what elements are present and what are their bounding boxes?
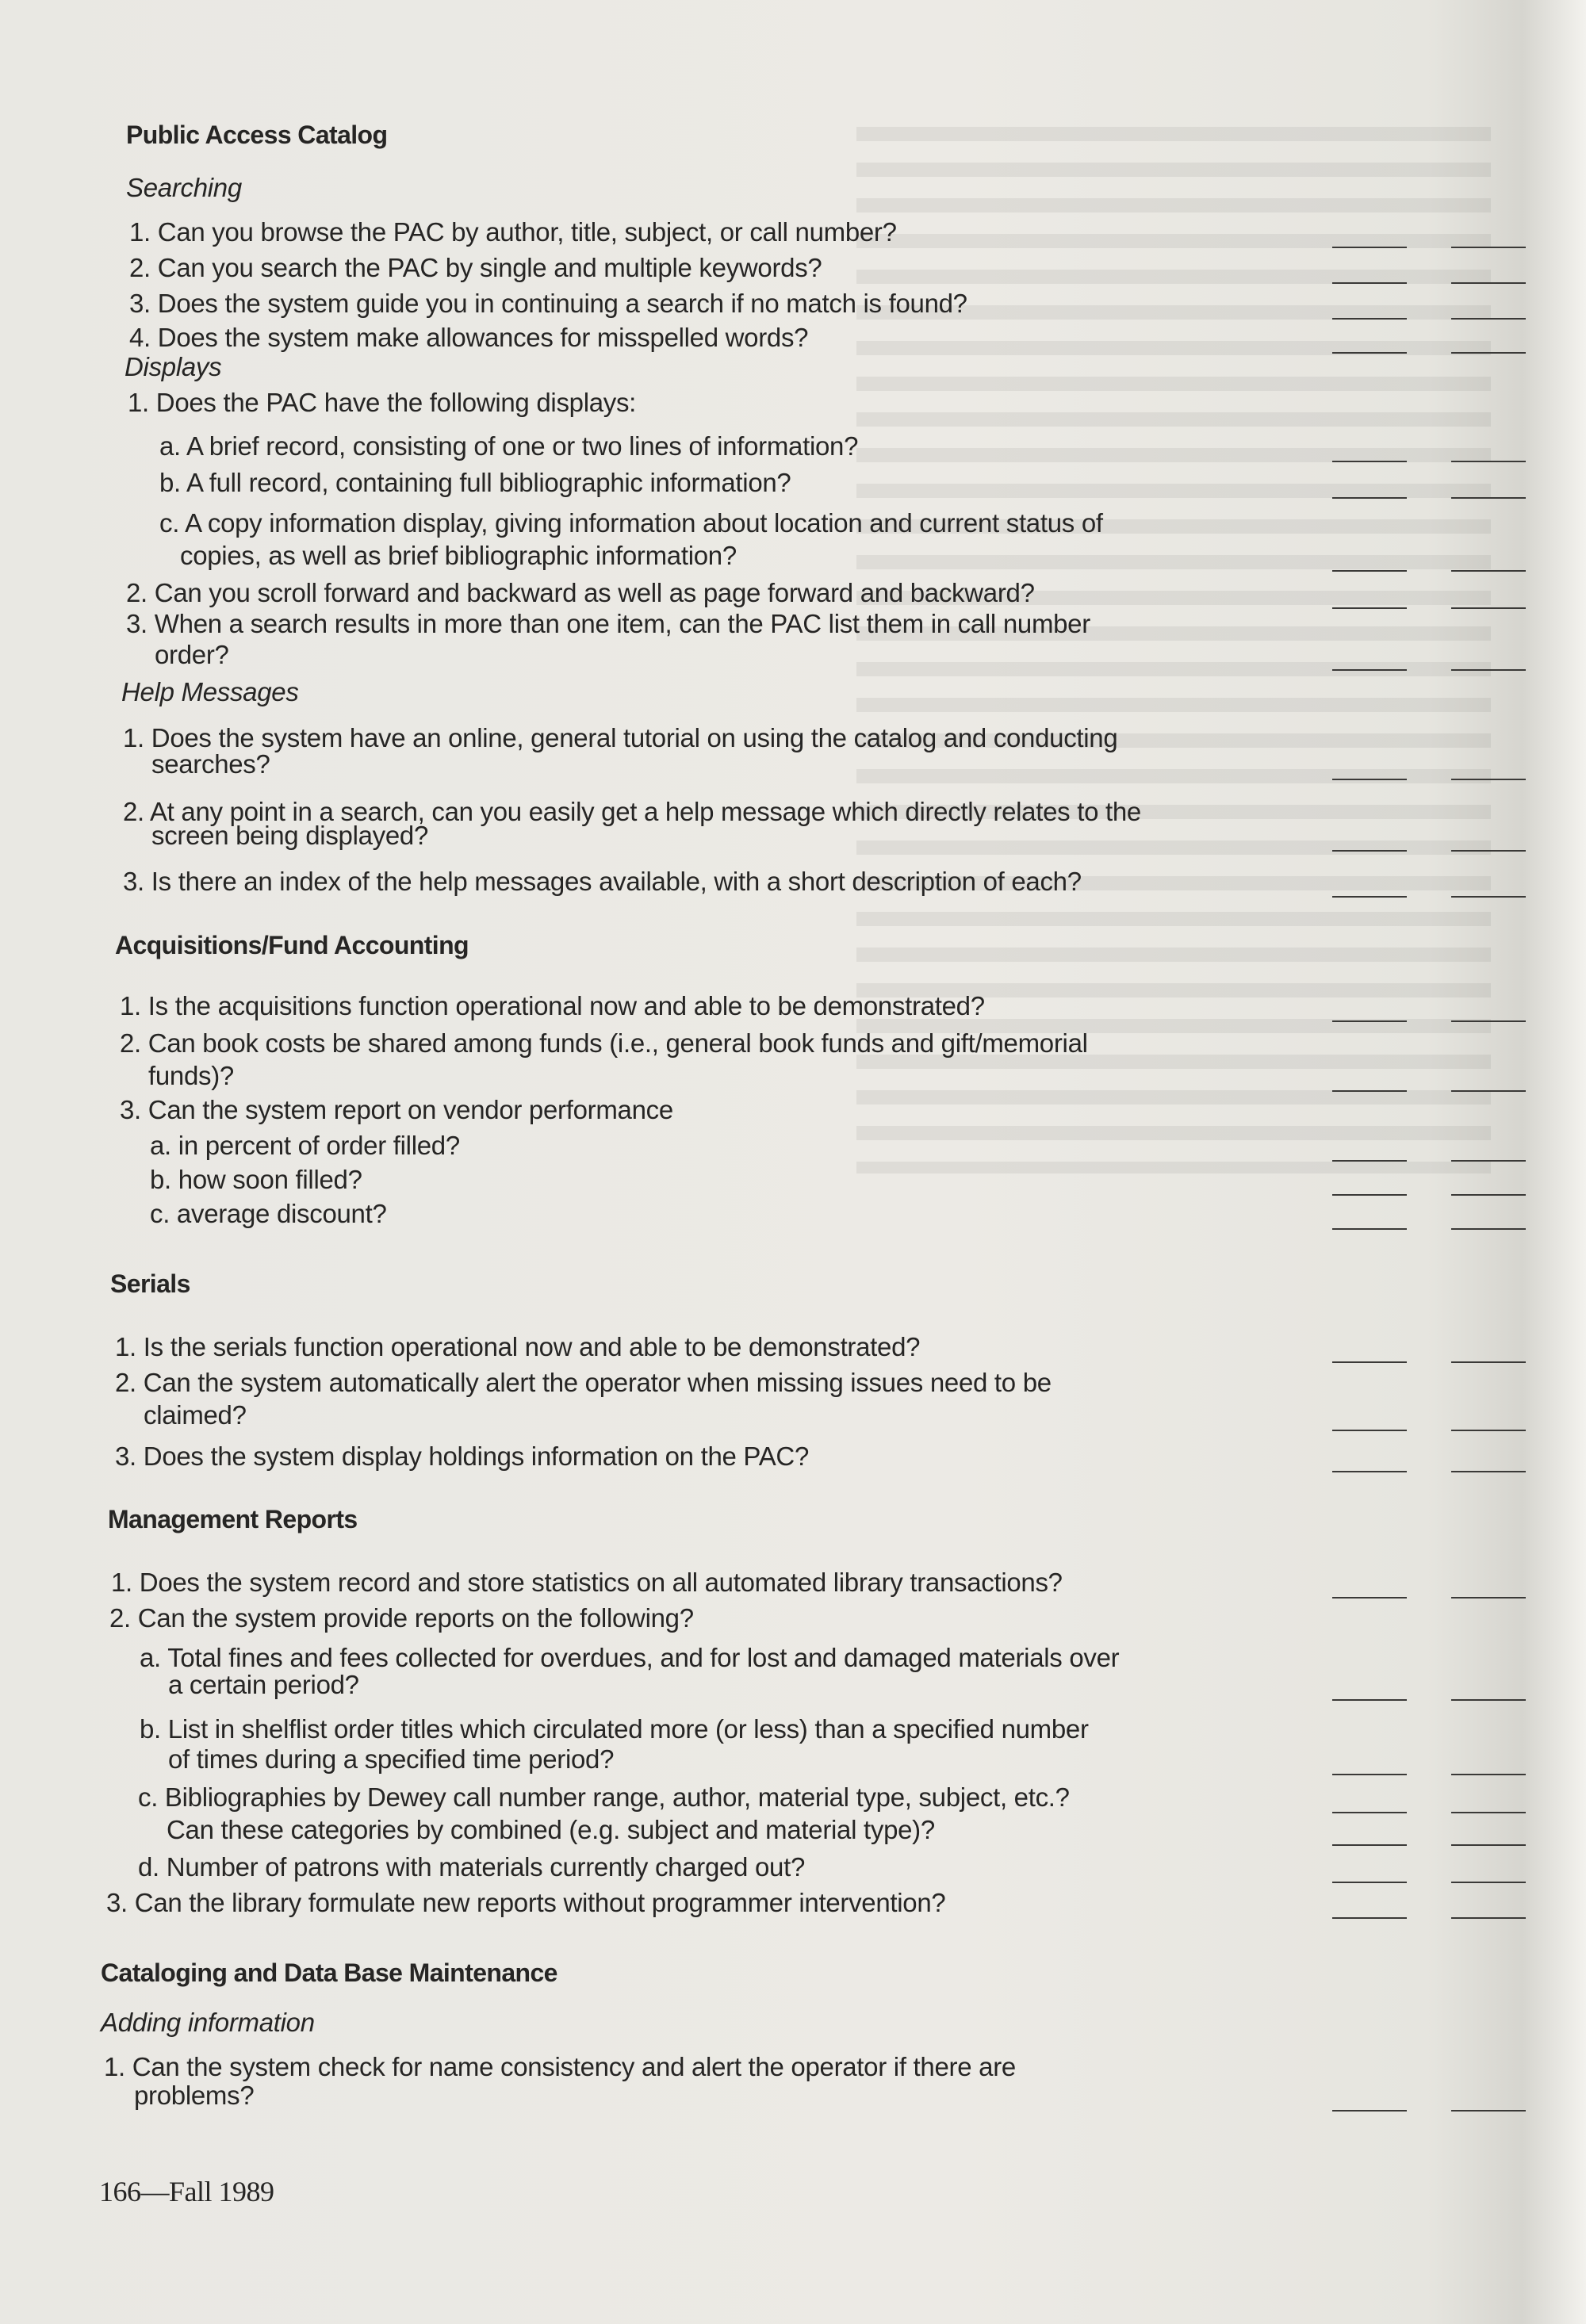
answer-blank-no[interactable] xyxy=(1451,1471,1526,1472)
question: 1. Does the system record and store statistics on all automated library transactions? xyxy=(111,1568,1063,1597)
answer-blank-no[interactable] xyxy=(1451,1812,1526,1813)
answer-blank-no[interactable] xyxy=(1451,779,1526,780)
answer-blank-yes[interactable] xyxy=(1332,1844,1407,1846)
question: 3. When a search results in more than one item, can the PAC list them in call number xyxy=(126,609,1090,638)
subsection-label: Help Messages xyxy=(121,677,299,706)
question-continued: problems? xyxy=(134,2081,255,2110)
question-continued: claimed? xyxy=(144,1400,247,1430)
answer-blank-yes[interactable] xyxy=(1332,896,1407,898)
subsection-label: Adding information xyxy=(101,2008,315,2037)
section-heading: Cataloging and Data Base Maintenance xyxy=(101,1958,557,1987)
answer-blank-yes[interactable] xyxy=(1332,461,1407,462)
answer-blank-yes[interactable] xyxy=(1332,1228,1407,1230)
question-continued: funds)? xyxy=(148,1061,234,1090)
answer-blank-no[interactable] xyxy=(1451,850,1526,852)
answer-blank-no[interactable] xyxy=(1451,247,1526,248)
question: 1. Can you browse the PAC by author, title, subject, or call number? xyxy=(129,217,897,247)
section-heading: Acquisitions/Fund Accounting xyxy=(115,931,469,959)
answer-blank-yes[interactable] xyxy=(1332,779,1407,780)
section-heading: Management Reports xyxy=(108,1505,358,1533)
answer-blank-yes[interactable] xyxy=(1332,1361,1407,1363)
question: 2. Can you scroll forward and backward as well as page forward and backward? xyxy=(126,578,1035,607)
answer-blank-no[interactable] xyxy=(1451,896,1526,898)
question: c. A copy information display, giving information about location and current status of xyxy=(159,508,1103,538)
question-continued: searches? xyxy=(151,749,270,779)
question-continued: copies, as well as brief bibliographic information? xyxy=(180,541,737,570)
question-continued: order? xyxy=(155,640,229,669)
answer-blank-no[interactable] xyxy=(1451,1597,1526,1598)
answer-blank-no[interactable] xyxy=(1451,1882,1526,1883)
answer-blank-yes[interactable] xyxy=(1332,570,1407,572)
answer-blank-no[interactable] xyxy=(1451,318,1526,320)
answer-blank-no[interactable] xyxy=(1451,669,1526,671)
question: c. average discount? xyxy=(150,1199,387,1228)
question: 1. Does the PAC have the following displays: xyxy=(128,388,637,417)
answer-blank-no[interactable] xyxy=(1451,497,1526,499)
answer-blank-no[interactable] xyxy=(1451,1090,1526,1092)
answer-blank-no[interactable] xyxy=(1451,1774,1526,1775)
answer-blank-no[interactable] xyxy=(1451,1917,1526,1919)
question: 2. Can you search the PAC by single and multiple keywords? xyxy=(129,253,822,282)
answer-blank-yes[interactable] xyxy=(1332,2110,1407,2112)
question-continued: Can these categories by combined (e.g. subject and material type)? xyxy=(167,1815,935,1844)
answer-blank-no[interactable] xyxy=(1451,1020,1526,1022)
question: a. in percent of order filled? xyxy=(150,1131,460,1160)
question: 2. At any point in a search, can you easily get a help message which directly relates to the xyxy=(123,797,1141,826)
answer-blank-yes[interactable] xyxy=(1332,607,1407,609)
answer-blank-no[interactable] xyxy=(1451,1160,1526,1162)
answer-blank-yes[interactable] xyxy=(1332,1699,1407,1701)
answer-blank-yes[interactable] xyxy=(1332,1882,1407,1883)
answer-blank-no[interactable] xyxy=(1451,607,1526,609)
answer-blank-yes[interactable] xyxy=(1332,497,1407,499)
question: a. A brief record, consisting of one or two lines of information? xyxy=(159,431,859,461)
answer-blank-no[interactable] xyxy=(1451,570,1526,572)
question: a. Total fines and fees collected for overdues, and for lost and damaged materials over xyxy=(140,1643,1120,1672)
answer-blank-no[interactable] xyxy=(1451,352,1526,354)
answer-blank-yes[interactable] xyxy=(1332,1430,1407,1431)
answer-blank-yes[interactable] xyxy=(1332,318,1407,320)
answer-blank-no[interactable] xyxy=(1451,2110,1526,2112)
answer-blank-yes[interactable] xyxy=(1332,352,1407,354)
question: 2. Can the system automatically alert the operator when missing issues need to be xyxy=(115,1368,1052,1397)
question: 2. Can the system provide reports on the following? xyxy=(109,1603,694,1633)
page-footer: 166—Fall 1989 xyxy=(99,2176,274,2207)
question: 3. Is there an index of the help messages available, with a short description of each? xyxy=(123,867,1082,896)
answer-blank-no[interactable] xyxy=(1451,1430,1526,1431)
answer-blank-yes[interactable] xyxy=(1332,1020,1407,1022)
answer-blank-no[interactable] xyxy=(1451,1699,1526,1701)
question: b. List in shelflist order titles which circulated more (or less) than a specified number xyxy=(140,1714,1089,1744)
question: 1. Is the acquisitions function operational now and able to be demonstrated? xyxy=(120,991,985,1020)
answer-blank-yes[interactable] xyxy=(1332,1597,1407,1598)
question-continued: screen being displayed? xyxy=(151,821,429,850)
question: c. Bibliographies by Dewey call number range, author, material type, subject, etc.? xyxy=(138,1782,1070,1812)
answer-blank-yes[interactable] xyxy=(1332,247,1407,248)
question: 4. Does the system make allowances for misspelled words? xyxy=(129,323,809,352)
answer-blank-yes[interactable] xyxy=(1332,1812,1407,1813)
question: 3. Does the system display holdings information on the PAC? xyxy=(115,1441,809,1471)
answer-blank-yes[interactable] xyxy=(1332,1774,1407,1775)
question: 3. Can the system report on vendor performance xyxy=(120,1095,673,1124)
question: 3. Can the library formulate new reports without programmer intervention? xyxy=(106,1888,946,1917)
subsection-label: Searching xyxy=(126,173,242,202)
question: 1. Can the system check for name consistency and alert the operator if there are xyxy=(104,2052,1016,2081)
answer-blank-yes[interactable] xyxy=(1332,1090,1407,1092)
answer-blank-no[interactable] xyxy=(1451,1844,1526,1846)
section-heading: Public Access Catalog xyxy=(126,121,388,149)
answer-blank-no[interactable] xyxy=(1451,461,1526,462)
question: b. A full record, containing full bibliographic information? xyxy=(159,468,791,497)
subsection-label: Displays xyxy=(125,352,222,381)
answer-blank-yes[interactable] xyxy=(1332,1160,1407,1162)
answer-blank-yes[interactable] xyxy=(1332,1917,1407,1919)
answer-blank-yes[interactable] xyxy=(1332,1471,1407,1472)
answer-blank-yes[interactable] xyxy=(1332,282,1407,284)
question-continued: of times during a specified time period? xyxy=(168,1744,615,1774)
question: d. Number of patrons with materials currently charged out? xyxy=(138,1852,806,1882)
answer-blank-yes[interactable] xyxy=(1332,669,1407,671)
section-heading: Serials xyxy=(110,1269,190,1298)
question: 2. Can book costs be shared among funds (i.e., general book funds and gift/memorial xyxy=(120,1028,1088,1058)
question-continued: a certain period? xyxy=(168,1670,359,1699)
answer-blank-no[interactable] xyxy=(1451,1228,1526,1230)
answer-blank-no[interactable] xyxy=(1451,1361,1526,1363)
answer-blank-yes[interactable] xyxy=(1332,1194,1407,1196)
answer-blank-no[interactable] xyxy=(1451,1194,1526,1196)
question: 3. Does the system guide you in continuing a search if no match is found? xyxy=(129,289,967,318)
question: 1. Is the serials function operational now and able to be demonstrated? xyxy=(115,1332,921,1361)
answer-blank-no[interactable] xyxy=(1451,282,1526,284)
question: b. how soon filled? xyxy=(150,1165,362,1194)
question: 1. Does the system have an online, general tutorial on using the catalog and conducting xyxy=(123,723,1118,752)
answer-blank-yes[interactable] xyxy=(1332,850,1407,852)
